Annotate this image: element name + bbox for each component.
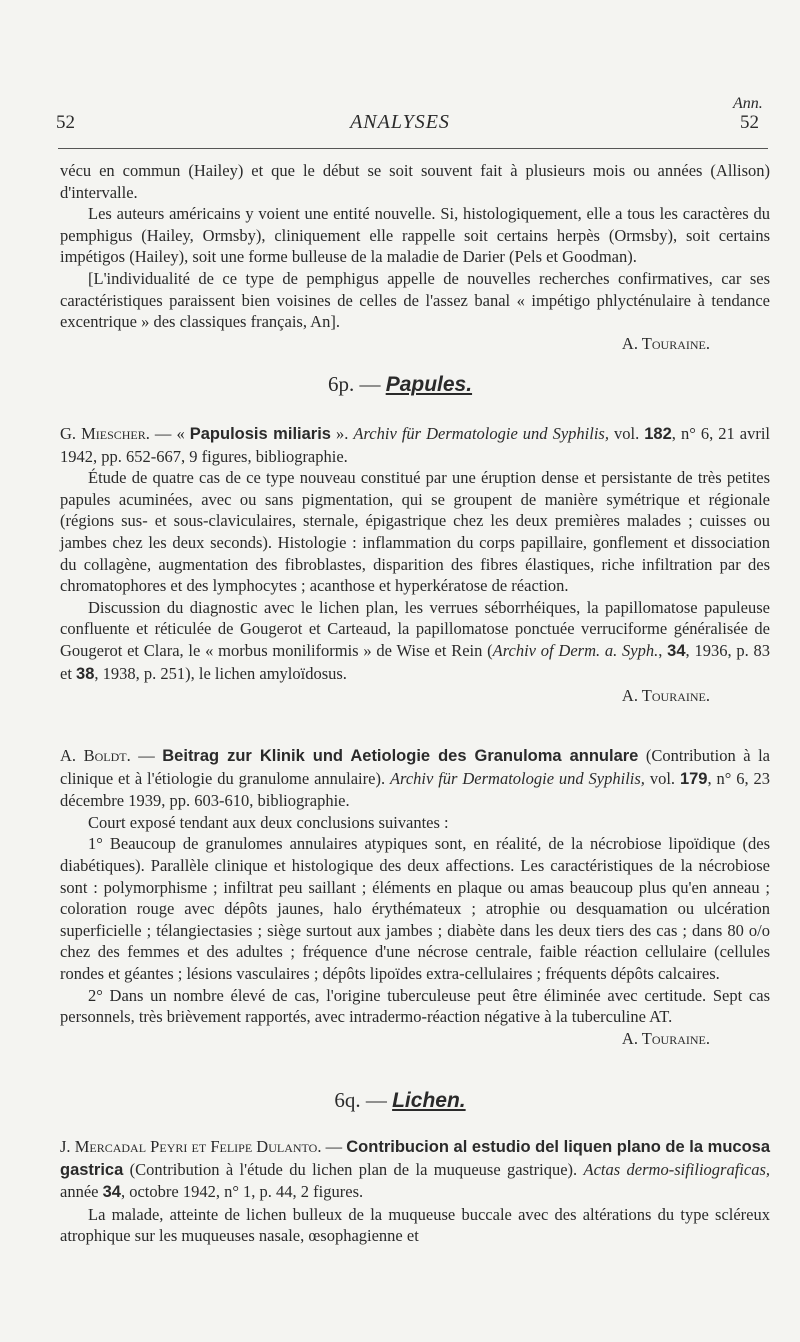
volume: 179	[679, 769, 708, 788]
page-number-left: 52	[56, 112, 75, 133]
ref-details: , n° 6, 23 décembre 1939, pp. 603-610, bibliographie.	[60, 768, 770, 811]
ref-details: , octobre 1942, n° 1, p. 44, 2 figures.	[120, 1182, 364, 1202]
text: , 1936, p. 83 et	[60, 640, 771, 683]
reference	[60, 423, 770, 467]
continued-article	[60, 160, 770, 354]
paragraph: 1° Beaucoup de granulomes annulaires atypiques sont, en réalité, de la nécrobiose lipoïdique (des diabétiques). Parallèle clinique et histologique des deux affections. Les caractéristiques de la nécrobiose sont : polymorphisme ; infiltrat peu saillant ; éléments en plaque ou amas beaucoup plus qu'en anneau ; coloration rouge avec dépôts jaunes, halo érythémateux ; atrophie ou desquamation ou ulcération superficielle ; télangiectasies ; siège surtout aux jambes ; diabète dans les deux tiers des cas ; dans 80 o/o chez des femmes et des adultes ; fréquence d'une nécrose centrale, faible réaction cellulaire (cellules rondes et géantes ; lésions vasculaires ; dépôts lipoïdes extra-cellulaires ; fréquents dépôts calcaires.	[60, 834, 770, 983]
journal-abbrev: Ann.	[733, 95, 763, 112]
section-number: 6p. —	[327, 372, 386, 396]
author: J. Mercadal Peyri et Felipe Dulanto.	[60, 1137, 322, 1156]
author: G. Miescher.	[60, 424, 150, 443]
paragraph: vécu en commun (Hailey) et que le début se soit souvent fait à plusieurs mois ou années (Allison) d'intervalle.	[60, 161, 770, 202]
reference	[60, 1136, 770, 1204]
text: ,	[658, 640, 668, 660]
running-title: ANALYSES	[350, 111, 450, 133]
article-title: Beitrag zur Klinik und Aetiologie des Granuloma annulare	[162, 747, 639, 765]
paragraph: Court exposé tendant aux deux conclusions suivantes :	[88, 812, 449, 832]
text: Discussion du diagnostic avec le lichen plan, les verrues séborrhéiques, la papillomatose papuleuse confluente et réticulée de Gougerot et Carteaud, la papillomatose ponctuée verruciforme généralisée de Gougerot et Clara, le « morbus moniliformis » de Wise et Rein (	[60, 597, 770, 660]
vol-prefix: vol.	[608, 424, 645, 443]
vol-prefix: vol.	[644, 768, 680, 788]
signature: A. Touraine.	[621, 1028, 710, 1048]
paragraph: Les auteurs américains y voient une entité nouvelle. Si, histologiquement, elle a tous les caractères du pemphigus (Hailey, Ormsby), cliniquement elle rappelle soit certains herpès (Ormsby), soit certains impétigos (Hailey), soit une forme bulleuse de la maladie de Darier (Pels et Goodman).	[60, 204, 770, 267]
section-heading-6p	[0, 372, 800, 397]
page-number-right: 52	[740, 112, 759, 133]
volume: 34	[667, 641, 686, 660]
journal-name: Archiv of Derm. a. Syph.	[492, 640, 659, 660]
paragraph: Étude de quatre cas de ce type nouveau constitué par une éruption dense et persistante de très petites papules acuminées, avec ou sans pigmentation, qui se groupent de manière symétrique et régionale (régions sus- et sous-claviculaires, sternale, épigastrique chez les deux premières malades ; cuisses ou jambes chez les deux seconds). Histologie : inflammation du corps papillaire, gonflement et dissociation du collagène, augmentation des fibroblastes, disparition des fibres élastiques, riche infiltration par des chromatophores et des lymphocytes ; acanthose et hyperkératose de réaction.	[60, 468, 770, 596]
section-title: Lichen.	[392, 1089, 466, 1112]
section-heading-6q	[0, 1088, 800, 1113]
article-mercadal	[60, 1136, 770, 1247]
reference	[60, 745, 770, 812]
paragraph	[60, 597, 770, 685]
paragraph: 2° Dans un nombre élevé de cas, l'origine tuberculeuse peut être éliminée avec certitude. Sept cas personnels, très brièvement rapportés, avec intradermo-réaction négative à la tuberculine AT.	[60, 985, 770, 1027]
separator: —	[130, 746, 163, 765]
paragraph: [L'individualité de ce type de pemphigus appelle de nouvelles recherches confirmatives, car ses caractéristiques paraissent bien voisines de celles de l'assez banal « impétigo phlycténulaire à tendance excentrique » des classiques français, An].	[60, 268, 770, 332]
article-title: Contribucion al estudio del liquen plano de la mucosa gastrica	[60, 1138, 771, 1179]
volume: 38	[76, 664, 95, 683]
author: A. Boldt.	[60, 746, 131, 765]
article-title: Papulosis miliaris	[189, 425, 331, 443]
volume: 182	[644, 425, 672, 443]
article-boldt	[60, 745, 770, 1049]
section-number: 6q. —	[334, 1088, 393, 1112]
journal-name: Actas dermo-sifiliograficas,	[583, 1159, 770, 1179]
header-rule	[58, 148, 768, 149]
journal-name: Archiv für Dermatologie und Syphilis,	[353, 424, 609, 443]
separator: ».	[330, 424, 354, 443]
text: , 1938, p. 251), le lichen amyloïdosus.	[94, 663, 347, 683]
paragraph: La malade, atteinte de lichen bulleux de la muqueuse buccale avec des altérations du type scléreux atrophique sur les muqueuses nasale, œsophagienne et	[60, 1204, 770, 1246]
translation: (Contribution à l'étude du lichen plan de la muqueuse gastrique).	[123, 1159, 584, 1179]
section-title: Papules.	[385, 373, 473, 396]
volume: 34	[102, 1183, 121, 1202]
article-miescher	[60, 423, 770, 707]
signature: A. Touraine.	[621, 333, 710, 353]
journal-name: Archiv für Dermatologie und Syphilis,	[389, 768, 645, 788]
separator: —	[321, 1137, 347, 1156]
ref-details: , n° 6, 21 avril 1942, pp. 652-667, 9 figures, bibliographie.	[60, 424, 771, 466]
vol-prefix: année	[60, 1182, 103, 1202]
separator: — «	[149, 424, 190, 443]
signature: A. Touraine.	[621, 686, 710, 706]
translation: (Contribution à la clinique et à l'étiologie du granulome annulaire).	[60, 746, 770, 788]
